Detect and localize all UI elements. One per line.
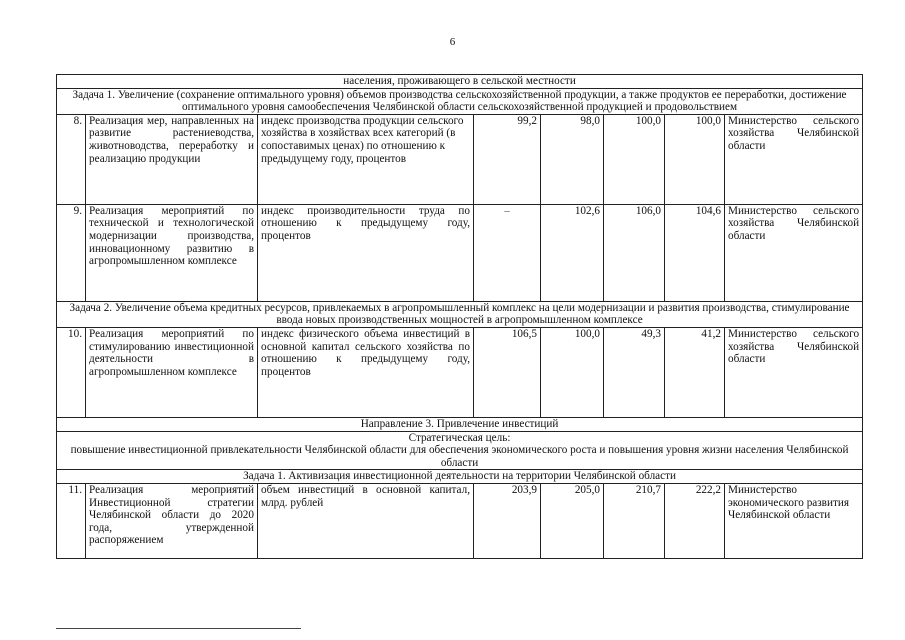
table-row	[57, 88, 863, 114]
table-row	[57, 431, 863, 470]
value-cell: 104,6	[665, 204, 725, 301]
page-number: 6	[449, 36, 456, 48]
value-cell: 98,0	[541, 114, 604, 204]
row-number: 10.	[57, 327, 86, 417]
task-header: Задача 1. Активизация инвестиционной деятельности на территории Челябинской области	[57, 470, 863, 484]
responsible-cell: Министерство сельского хозяйства Челябинской области	[725, 204, 863, 301]
task-header: Задача 2. Увеличение объема кредитных ресурсов, привлекаемых в агропромышленный комплекс на цели модернизации и развития производства, стимулирование ввода новых производственных мощностей в агропромышленном комплексе	[57, 301, 863, 327]
measure-cell: Реализация мероприятий по технической и технологической модернизации производства, инновационному развитию в агропромышленном комплексе	[86, 204, 258, 301]
responsible-cell: Министерство экономического развития Челябинской области	[725, 483, 863, 558]
goal-title: Стратегическая цель:	[408, 431, 511, 444]
indicator-cell: индекс производства продукции сельского хозяйства в хозяйствах всех категорий (в сопоставимых ценах) по отношению к предыдущему году, процентов	[258, 114, 474, 204]
value-cell: 106,5	[474, 327, 541, 417]
responsible-cell: Министерство сельского хозяйства Челябинской области	[725, 327, 863, 417]
row-number: 11.	[57, 483, 86, 558]
value-cell: 100,0	[541, 327, 604, 417]
value-cell: 106,0	[604, 204, 665, 301]
direction-header: Направление 3. Привлечение инвестиций	[57, 417, 863, 431]
measure-cell: Реализация мер, направленных на развитие растениеводства, животноводства, переработку и реализацию продукции	[86, 114, 258, 204]
row-number: 8.	[57, 114, 86, 204]
table-row	[57, 301, 863, 327]
table-row	[57, 417, 863, 431]
value-cell: 100,0	[604, 114, 665, 204]
value-cell: 41,2	[665, 327, 725, 417]
strategic-goal	[57, 431, 863, 470]
measure-cell: Реализация мероприятий Инвестиционной стратегии Челябинской области до 2020 года, утвержденной распоряжением	[86, 483, 258, 558]
value-cell	[474, 204, 541, 301]
table-row	[57, 114, 863, 204]
section-header: населения, проживающего в сельской местности	[57, 75, 863, 89]
table-row	[57, 204, 863, 301]
measure-cell: Реализация мероприятий по стимулированию инвестиционной деятельности в агропромышленном комплексе	[86, 327, 258, 417]
value-cell: 99,2	[474, 114, 541, 204]
indicator-cell: индекс физического объема инвестиций в основной капитал сельского хозяйства по отношению к предыдущему году, процентов	[258, 327, 474, 417]
value-cell: 100,0	[665, 114, 725, 204]
footnote-divider	[56, 628, 301, 629]
value-cell: 203,9	[474, 483, 541, 558]
indicator-cell: объем инвестиций в основной капитал, млрд. рублей	[258, 483, 474, 558]
value-cell: 210,7	[604, 483, 665, 558]
table-row	[57, 483, 863, 558]
value-cell: 222,2	[665, 483, 725, 558]
responsible-cell: Министерство сельского хозяйства Челябинской области	[725, 114, 863, 204]
table-row	[57, 75, 863, 89]
indicator-cell: индекс производительности труда по отношению к предыдущему году, процентов	[258, 204, 474, 301]
table-row	[57, 470, 863, 484]
value-cell: 205,0	[541, 483, 604, 558]
strategy-table	[56, 74, 863, 559]
table-row	[57, 327, 863, 417]
dash-mark: –	[504, 204, 510, 217]
task-header: Задача 1. Увеличение (сохранение оптимального уровня) объемов производства сельскохозяйственной продукции, а также продуктов ее переработки, достижение оптимального уровня самообеспечения Челябинской области сельскохозяйственной продукцией и продовольствием	[57, 88, 863, 114]
row-number: 9.	[57, 204, 86, 301]
goal-text: повышение инвестиционной привлекательности Челябинской области для обеспечения экономического роста и повышения уровня жизни населения Челябинской области	[70, 444, 849, 469]
value-cell: 102,6	[541, 204, 604, 301]
value-cell: 49,3	[604, 327, 665, 417]
